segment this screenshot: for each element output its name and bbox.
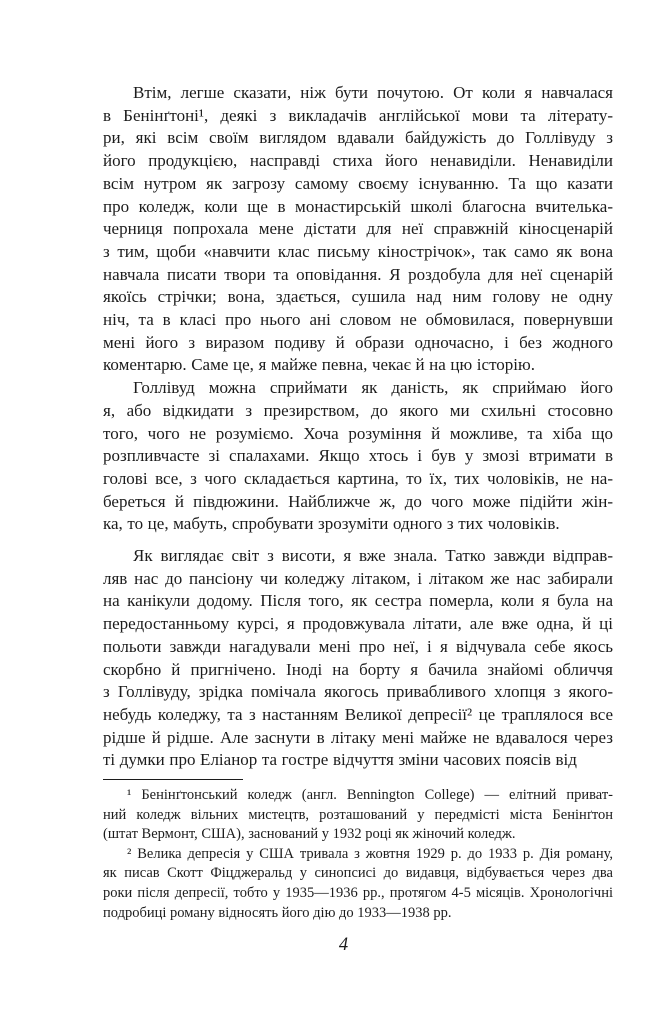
text-line: ляв нас до пансіону чи коледжу літаком, і літаком же нас забирали <box>103 568 613 588</box>
text-line: в Бенінґтоні¹, деякі з викладачів англійської мови та літерату- <box>103 105 613 125</box>
footnote-line: (штат Вермонт, США), заснований у 1932 році як жіночий коледж. <box>103 826 516 843</box>
text-line: голові все, з чого складається картина, то їх, тих чоловіків, не на- <box>103 468 613 488</box>
text-line: ті думки про Еліанор та гостре відчуття зміни часових поясів від <box>103 750 577 770</box>
text-line: з тим, щоби «навчити клас письму кінострічок», так само як вона <box>103 241 613 261</box>
footnote-rule <box>103 779 243 780</box>
footnote-line: як писав Скотт Фіцджеральд у синопсисі до видавця, відбувається через два <box>103 865 613 882</box>
footnote-line: роки після депресії, тобто у 1935—1936 рр., протягом 4-5 місяців. Хронологічні <box>103 885 613 902</box>
text-line: на канікули додому. Після того, як сестра померла, коли я була на <box>103 591 613 611</box>
page-body <box>103 82 613 772</box>
text-line: його продукцією, насправді стиха його ненавиділи. Ненавиділи <box>103 151 613 171</box>
footnote-line: ний коледж вільних мистецтв, розташований у передмісті міста Бенінґтон <box>103 806 613 823</box>
text-line: мені його з виразом подиву й образи одночасно, і без жодного <box>103 332 613 352</box>
text-line: Як виглядає світ з висоти, я вже знала. Татко завжди відправ- <box>133 546 613 566</box>
text-line: передостанньому курсі, я продовжувала літати, але вже одна, й ці <box>103 614 613 634</box>
page-number: 4 <box>338 935 349 956</box>
text-line: ніч, та в класі про нього ані словом не обмовилася, повернувши <box>103 310 613 330</box>
body-paragraph <box>103 545 613 772</box>
footnote <box>103 786 613 845</box>
text-line: про коледж, коли ще в монастирській школі благосна вчителька- <box>103 196 613 216</box>
footnote <box>103 845 613 923</box>
text-line: береться й півдюжини. Найближче ж, до чого може підійти жін- <box>103 491 613 511</box>
text-line: ри, які всім своїм виглядом вдавали байдужість до Голлівуду з <box>103 128 613 148</box>
text-line: рідше й рідше. Але заснути в літаку мені майже не вдавалося через <box>103 727 613 747</box>
body-paragraph <box>103 377 613 536</box>
text-line: з Голлівуду, зрідка помічала якогось привабливого хлопця з якого- <box>103 682 613 702</box>
text-line: черниця попрохала мене дістати для неї справжній кіносценарій <box>103 219 613 239</box>
text-line: скорбно й пригнічено. Іноді на борту я бачила знайомі обличчя <box>103 659 613 679</box>
footnotes <box>103 786 613 923</box>
text-line: всім нутром як загрозу самому своєму існуванню. Та що казати <box>103 173 613 193</box>
footnote-line: подробиці роману відносять його дію до 1933—1938 рр. <box>103 904 452 921</box>
body-paragraph <box>103 82 613 377</box>
text-line: того, чого не розуміємо. Хоча розуміння й можливе, та хіба що <box>103 423 613 443</box>
text-line: навчала писати твори та оповідання. Я роздобула для неї сценарій <box>103 264 613 284</box>
footnote-line: ² Велика депресія у США тривала з жовтня 1929 р. до 1933 р. Дія роману, <box>127 845 613 862</box>
footnote-line: ¹ Бенінґтонський коледж (англ. Bennington College) — елітний приват- <box>127 787 613 804</box>
text-line: я, або відкидати з презирством, до якого ми схильні стосовно <box>103 400 613 420</box>
text-line: Втім, легше сказати, ніж бути почутою. От коли я навчалася <box>133 83 613 102</box>
text-line: польоти завжди нагадували мені про неї, і я відчувала себе якось <box>103 636 613 656</box>
text-line: розпливчасте зі спалахами. Якщо хтось і був у змозі втримати в <box>103 446 613 466</box>
text-line: Голлівуд можна сприймати як даність, як сприймаю його <box>133 378 613 398</box>
text-line: ка, то це, мабуть, спробувати зрозуміти одного з тих чоловіків. <box>103 514 560 534</box>
text-line: коментарю. Саме це, я майже певна, чекає й на цю історію. <box>103 355 535 375</box>
text-line: якоїсь стрічки; вона, здається, сушила над ним голову не одну <box>103 287 613 307</box>
text-line: небудь коледжу, та з настанням Великої депресії² це траплялося все <box>103 704 613 724</box>
